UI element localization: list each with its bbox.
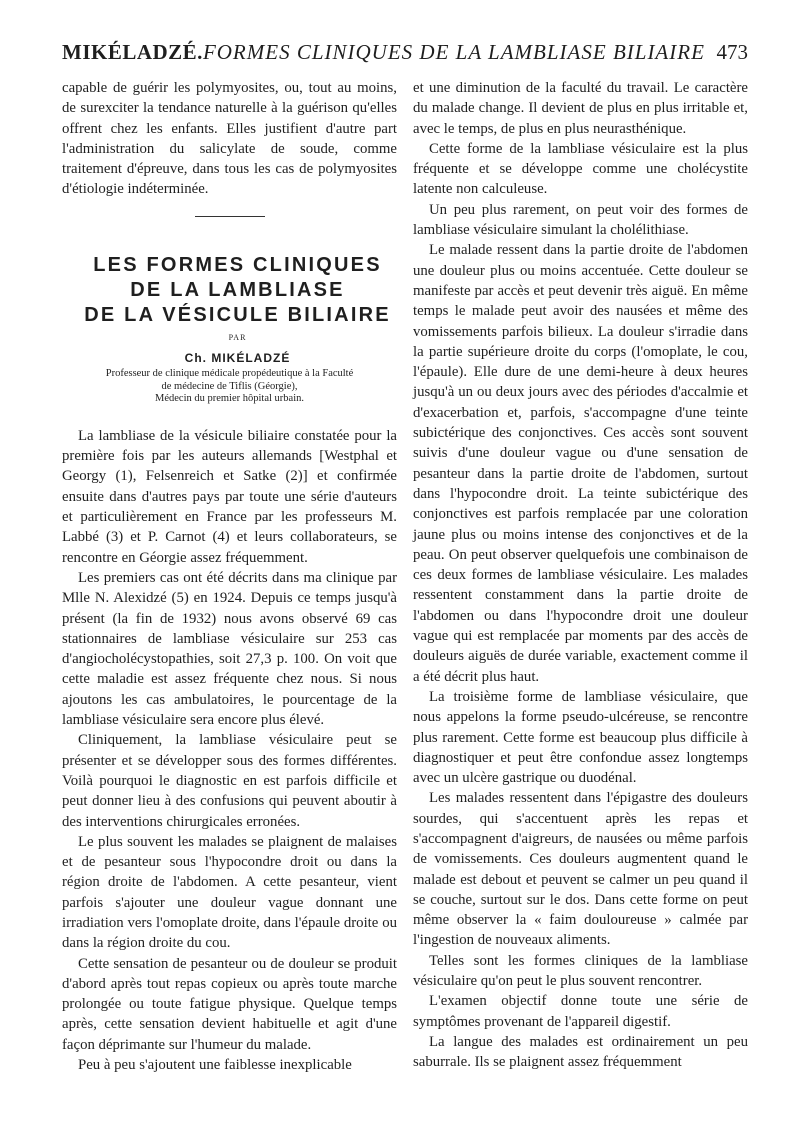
affiliation-line-1: Professeur de clinique médicale propédeutique à la Faculté bbox=[105, 368, 354, 380]
body-paragraph: Les malades ressentent dans l'épigastre des douleurs sourdes, qui s'accentuent après les repas et s'accompagnent d'aigreurs, de nausées ou même parfois de vomissements. Ces douleurs augmentent quand le malade est debout et peuvent se calmer un peu quand il se couche, surtout sur le dos. Dans cette forme on peut même observer la « faim douloureuse » calmée par l'ingestion de nouveaux aliments. bbox=[413, 790, 748, 949]
article-title-line-2: DE LA LAMBLIASE bbox=[130, 278, 345, 301]
running-head bbox=[62, 40, 748, 74]
body-paragraph: La troisième forme de lambliase vésiculaire, que nous appelons la forme pseudo-ulcéreuse, se rencontre plus rarement. Cette forme est beaucoup plus difficile à diagnostiquer et peut être confondue assez longtemps avec un ulcère gastrique ou duodénal. bbox=[413, 688, 748, 787]
author-byline: Ch. MIKÉLADZÉ bbox=[184, 351, 291, 366]
par-label: PAR bbox=[228, 332, 247, 342]
intro-paragraph: capable de guérir les polymyosites, ou, tout au moins, de surexciter la tendance naturelle à la guérison qu'elles offrent chez les enfants. Elles justifient d'autre part l'administration du salicylate de soude, comme traitement d'épreuve, dans tous les cas de polymyosites d'étiologie indéterminée. bbox=[62, 80, 397, 198]
article-title-line-3: DE LA VÉSICULE BILIAIRE bbox=[84, 303, 391, 326]
right-column bbox=[413, 78, 748, 1073]
page-number: 473 bbox=[716, 40, 748, 64]
body-paragraph: Cette forme de la lambliase vésiculaire est la plus fréquente et se développe comme une cholécystite latente non calculeuse. bbox=[413, 140, 748, 198]
section-divider bbox=[195, 216, 265, 217]
body-paragraph: La langue des malades est ordinairement un peu saburrale. Ils se plaignent assez fréquemment bbox=[413, 1033, 748, 1071]
body-paragraph: Cette sensation de pesanteur ou de douleur se produit d'abord après tout repas copieux ou après toute marche prolongée ou toute fatigue physique. Quelque temps après, cette sensation devient habituelle et agit d'une façon déprimante sur l'humeur du malade. bbox=[62, 955, 397, 1053]
affiliation-line-2: de médecine de Tiflis (Géorgie), bbox=[161, 380, 298, 392]
article-title-line-1: LES FORMES CLINIQUES bbox=[93, 253, 382, 276]
body-paragraph: Le malade ressent dans la partie droite de l'abdomen une douleur plus ou moins accentuée. Cette douleur se manifeste par accès et peut devenir très aiguë. En même temps le malade peut avoir des nausées et même des vomissements parfois bilieux. La douleur s'irradie dans la partie supérieure droite du corps (l'omoplate, le cou, l'épaule). Elle dure de une demi-heure à deux heures jusqu'à un ou deux jours avec des périodes d'accalmie et d'exacerbation et, parfois, s'accompagne d'une teinte subictérique des conjonctives. Ces accès sont souvent suivis d'une douleur vague ou d'une sensation de pesanteur dans la partie droite de l'abdomen, surtout dans l'hypocondre droit. La teinte subictérique des conjonctives est parfois remplacée par une coloration jaune plus ou moins intense des conjonctives et de la peau. On peut observer quelquefois une combinaison de ces deux formes de lambliase vésiculaire. Les malades ressentent constamment dans la partie droite de l'abdomen ou dans l'hypocondre droit une douleur vague qui est remplacée par moments par des accès de douleurs aiguës de durée variable, exactement comme il a été décrit plus haut. bbox=[413, 242, 748, 685]
author-affiliation bbox=[62, 368, 397, 406]
body-paragraph: Cliniquement, la lambliase vésiculaire peut se présenter et se développer sous des formes différentes. Voilà pourquoi le diagnostic en est parfois difficile et peut donner lieu à des confusions qui peuvent aboutir à des interventions chirurgicales erronées. bbox=[62, 732, 397, 830]
body-paragraph: Peu à peu s'ajoutent une faiblesse inexplicable bbox=[78, 1057, 352, 1074]
body-paragraph: Les premiers cas ont été décrits dans ma clinique par Mlle N. Alexidzé (5) en 1924. Depuis ce temps jusqu'à présent (la fin de 1932) nous avons observé 69 cas stationnaires de lambliase vésiculaire sur 253 cas d'angiocholécystopathies, soit 27,3 p. 100. On voit que cette maladie est assez fréquente chez nous. Si nous ajoutons les cas ambulatoires, le pourcentage de la lambliase vésiculaire sera encore plus élevé. bbox=[62, 569, 397, 729]
body-paragraph: L'examen objectif donne toute une série de symptômes provenant de l'appareil digestif. bbox=[413, 993, 748, 1030]
body-paragraph: et une diminution de la faculté du travail. Le caractère du malade change. Il devient de plus en plus irritable et, avec le temps, de plus en plus neurasthénique. bbox=[413, 80, 748, 137]
body-paragraph: La lambliase de la vésicule biliaire constatée pour la première fois par les auteurs allemands [Westphal et Georgy (1), Felsenreich et Satke (2)] et confirmée ensuite dans d'autres pays par toute une série d'auteurs et particulièrement en France par les professeurs M. Labbé (3) et P. Carnot (4) et leurs collaborateurs, se rencontre en Géorgie assez fréquemment. bbox=[62, 427, 397, 566]
body-paragraph: Un peu plus rarement, on peut voir des formes de lambliase vésiculaire simulant la cholélithiase. bbox=[413, 201, 748, 239]
running-head-author: MIKÉLADZÉ. bbox=[62, 40, 203, 64]
left-column bbox=[62, 78, 397, 1075]
body-paragraph: Telles sont les formes cliniques de la lambliase vésiculaire qu'on peut le plus souvent rencontrer. bbox=[413, 952, 748, 990]
running-head-title: FORMES CLINIQUES DE LA LAMBLIASE BILIAIRE bbox=[202, 40, 705, 64]
affiliation-line-3: Médecin du premier hôpital urbain. bbox=[155, 393, 304, 405]
body-paragraph: Le plus souvent les malades se plaignent de malaises et de pesanteur sous l'hypocondre droit ou dans la région droite de l'abdomen. A cette pesanteur, vient parfois s'ajouter une douleur vague donnant une irradiation vers l'omoplate droite, dans l'épaule droite ou dans la région droite du cou. bbox=[62, 833, 397, 952]
